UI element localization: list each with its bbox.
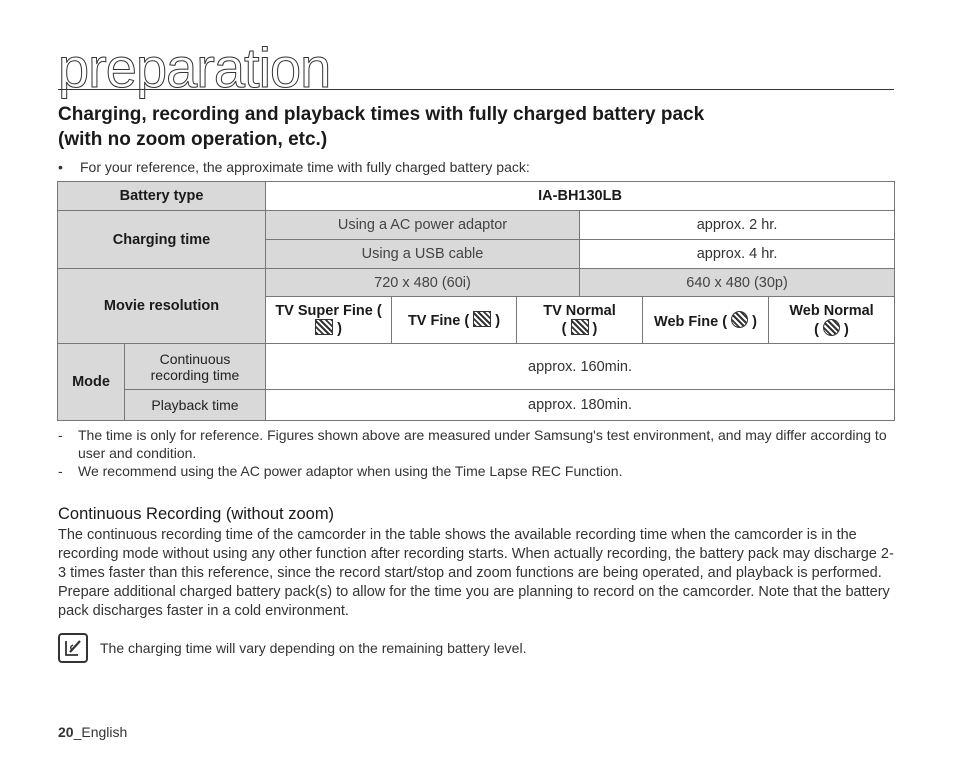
usb-cable-label: Using a USB cable [266, 240, 580, 269]
title-rule [58, 89, 894, 90]
ac-adaptor-value: approx. 2 hr. [580, 211, 895, 240]
tv-fine-icon [473, 311, 491, 327]
memo-text: The charging time will vary depending on the remaining battery level. [100, 640, 527, 656]
web-normal-icon [823, 319, 840, 336]
quality-web-fine: Web Fine ( ) [643, 297, 769, 344]
battery-time-table [57, 181, 895, 421]
quality-web-normal: Web Normal ( ) [769, 297, 895, 344]
section-title-line2: (with no zoom operation, etc.) [58, 129, 328, 150]
battery-type-value: IA-BH130LB [266, 182, 895, 211]
section-title [58, 102, 704, 152]
playback-time-label: Playback time [125, 390, 266, 421]
continuous-recording-body: The continuous recording time of the camcorder in the table shows the available recording time when the camcorder is in the recording mode without using any other function after recording starts. When actually recording, the battery pack may discharge 2-3 times faster than this reference, since the record start/stop and zoom functions are being operated, and playback is performed. Prepare additional charged battery pack(s) to allow for the time you are planning to record on the camcorder. Note that the battery pack discharges faster in a cold environment. [58, 527, 894, 619]
ac-adaptor-label: Using a AC power adaptor [266, 211, 580, 240]
continuous-recording-title: Continuous Recording (without zoom) [58, 505, 335, 523]
usb-cable-value: approx. 4 hr. [580, 240, 895, 269]
note-icon [58, 633, 88, 663]
page-footer [58, 724, 127, 740]
page-number: 20 [58, 724, 74, 740]
playback-time-value: approx. 180min. [266, 390, 895, 421]
note-text-2: We recommend using the AC power adaptor when using the Time Lapse REC Function. [78, 463, 623, 479]
intro-bullet [58, 159, 530, 175]
tv-normal-icon [571, 319, 589, 335]
table-notes [58, 426, 898, 480]
note-item: - The time is only for reference. Figures shown above are measured under Samsung's test environment, and may differ according to user and condition. [58, 426, 898, 462]
continuous-recording-value: approx. 160min. [266, 344, 895, 390]
bullet-glyph: • [58, 159, 63, 175]
quality-tv-normal-label: TV Normal [543, 303, 616, 319]
battery-type-label: Battery type [58, 182, 266, 211]
quality-tv-fine-label: TV Fine [407, 313, 461, 329]
continuous-recording-label: Continuous recording time [125, 344, 266, 390]
quality-tv-super-fine: TV Super Fine ( ) [266, 297, 392, 344]
quality-tv-fine: TV Fine ( ) [392, 297, 517, 344]
quality-web-normal-label: Web Normal [789, 302, 874, 319]
section-title-line1: Charging, recording and playback times with fully charged battery pack [58, 104, 705, 125]
footer-language: _English [73, 724, 128, 740]
tv-super-fine-icon [315, 319, 333, 335]
note-item: - We recommend using the AC power adaptor when using the Time Lapse REC Function. [58, 463, 623, 479]
web-fine-icon [731, 311, 748, 328]
quality-tv-super-fine-label: TV Super Fine [275, 303, 373, 319]
resolution-30p: 640 x 480 (30p) [580, 269, 895, 297]
memo-box [58, 633, 526, 663]
quality-tv-normal: TV Normal ( ) [517, 297, 643, 344]
resolution-60i: 720 x 480 (60i) [266, 269, 580, 297]
mode-label: Mode [58, 344, 125, 421]
quality-web-fine-label: Web Fine [654, 313, 719, 330]
intro-text: For your reference, the approximate time with fully charged battery pack: [80, 159, 530, 175]
movie-resolution-label: Movie resolution [58, 269, 266, 344]
note-text-1: The time is only for reference. Figures shown above are measured under Samsung's test environment, and may differ according to user and condition. [78, 427, 887, 461]
page-title: preparation [58, 36, 331, 99]
charging-time-label: Charging time [58, 211, 266, 269]
